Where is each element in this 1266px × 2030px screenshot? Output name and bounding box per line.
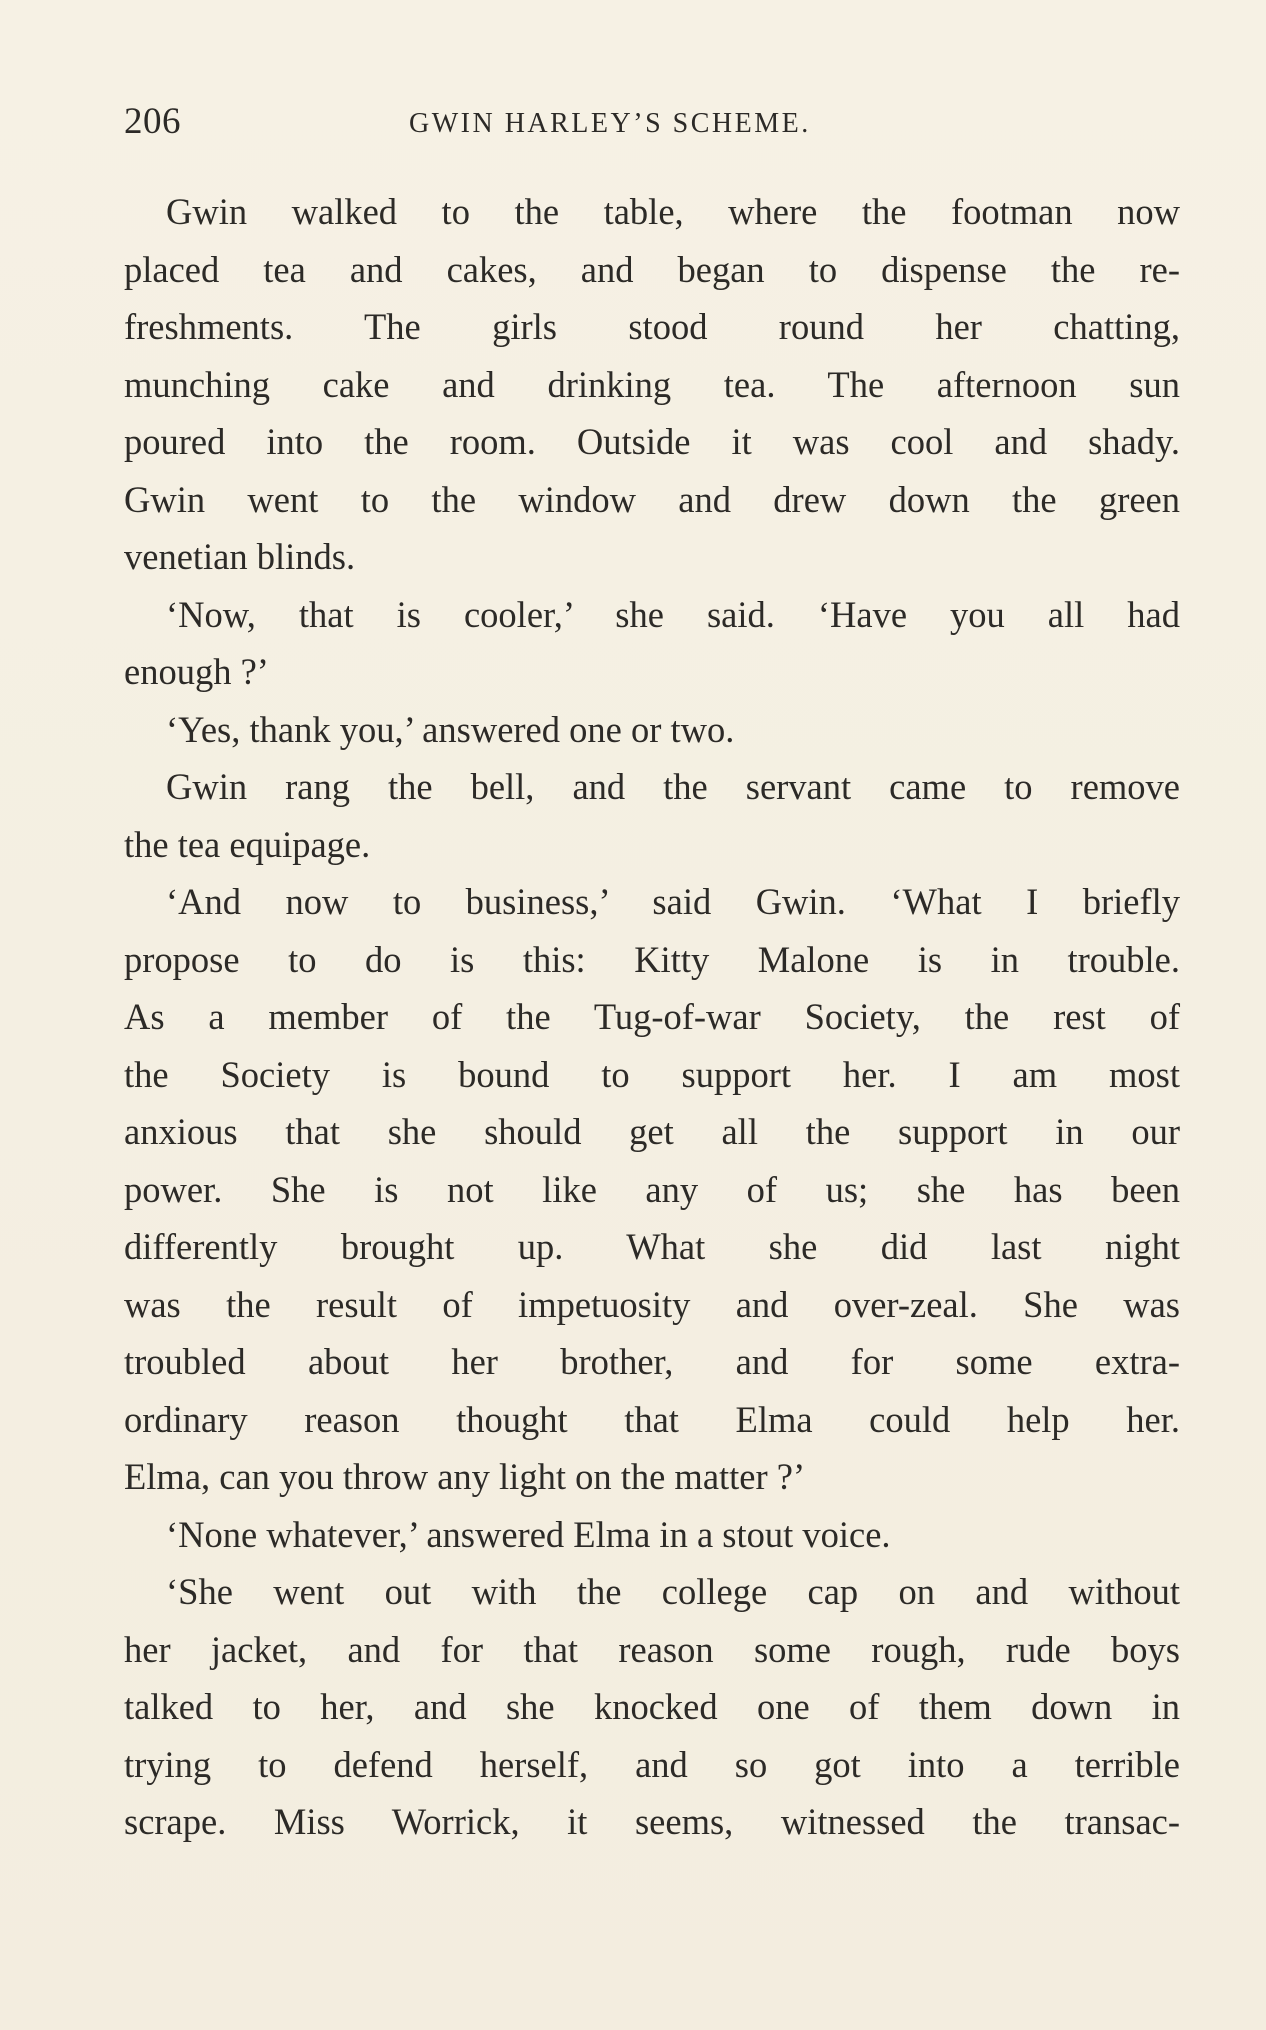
body-text [124,183,1180,1851]
text-line: anxious that she should get all the support in our [124,1111,1180,1152]
text-line: ‘None whatever,’ answered Elma in a stout voice. [166,1513,891,1555]
text-line: poured into the room. Outside it was cool and shady. [124,421,1180,462]
text-line: was the result of impetuosity and over-zeal. She was [124,1283,1180,1325]
text-line: propose to do is this: Kitty Malone is in trouble. [124,938,1180,980]
text-line: ‘Now, that is cooler,’ she said. ‘Have you all had [166,593,1180,635]
text-line: As a member of the Tug-of-war Society, the rest of [124,996,1180,1037]
text-line: ordinary reason thought that Elma could help her. [124,1398,1180,1440]
text-line: the Society is bound to support her. I am most [124,1053,1180,1095]
page-number: 206 [124,101,181,142]
text-line: trying to defend herself, and so got into a terrible [124,1743,1180,1785]
text-line: talked to her, and she knocked one of them down in [124,1686,1180,1727]
text-line: munching cake and drinking tea. The afternoon sun [124,363,1180,405]
text-line: freshments. The girls stood round her chatting, [124,306,1180,347]
text-line: ‘Yes, thank you,’ answered one or two. [166,708,735,750]
text-line: troubled about her brother, and for some extra- [124,1341,1180,1382]
text-line: venetian blinds. [124,536,356,577]
text-line: Gwin walked to the table, where the footman now [166,191,1180,232]
text-line: placed tea and cakes, and began to dispense the re- [124,248,1180,290]
text-line: ‘And now to business,’ said Gwin. ‘What I briefly [166,881,1180,922]
text-line: Elma, can you throw any light on the matter ?’ [124,1456,806,1497]
text-line: power. She is not like any of us; she has been [124,1168,1180,1210]
text-line: scrape. Miss Worrick, it seems, witnessed the transac- [124,1801,1180,1842]
text-line: the tea equipage. [124,823,371,865]
running-title: GWIN HARLEY’S SCHEME. [409,108,811,139]
text-line: differently brought up. What she did last night [124,1226,1180,1267]
text-line: ‘She went out with the college cap on and without [166,1571,1180,1612]
text-line: Gwin rang the bell, and the servant came to remove [166,766,1180,807]
text-line: Gwin went to the window and drew down the green [124,478,1180,520]
text-line: enough ?’ [124,651,269,692]
text-line: her jacket, and for that reason some rough, rude boys [124,1628,1180,1670]
running-head [124,100,1180,150]
